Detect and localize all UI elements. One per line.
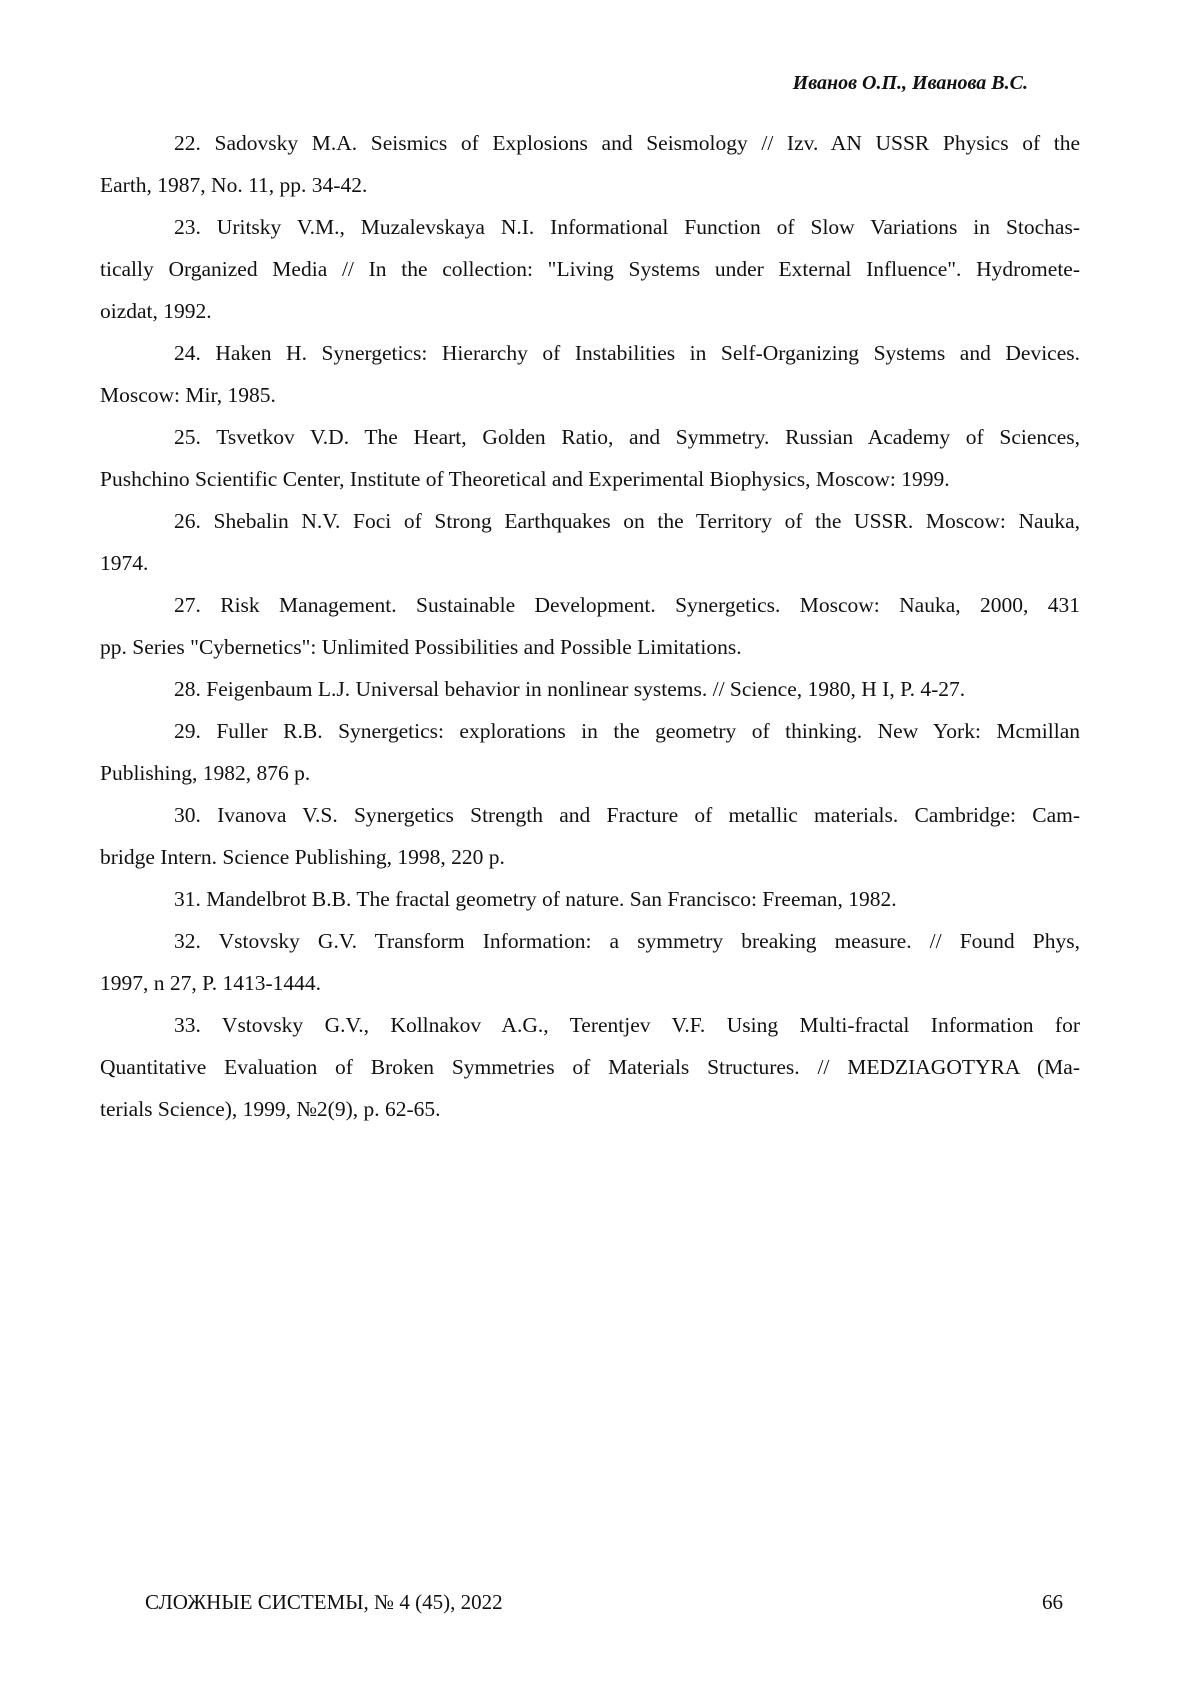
reference-line: oizdat, 1992.	[100, 290, 1080, 332]
reference-list	[100, 122, 1080, 1130]
reference-line: 25. Tsvetkov V.D. The Heart, Golden Ratio, and Symmetry. Russian Academy of Sciences,	[100, 416, 1080, 458]
reference-item	[100, 710, 1080, 794]
reference-line: 26. Shebalin N.V. Foci of Strong Earthquakes on the Territory of the USSR. Moscow: Nauka,	[100, 500, 1080, 542]
reference-item	[100, 584, 1080, 668]
reference-item	[100, 668, 1080, 710]
reference-item	[100, 500, 1080, 584]
reference-item	[100, 416, 1080, 500]
reference-line: 33. Vstovsky G.V., Kollnakov A.G., Terentjev V.F. Using Multi-fractal Information for	[100, 1004, 1080, 1046]
reference-item	[100, 794, 1080, 878]
reference-line: bridge Intern. Science Publishing, 1998, 220 p.	[100, 836, 1080, 878]
reference-line: tically Organized Media // In the collection: "Living Systems under External Influence". Hydromete-	[100, 248, 1080, 290]
reference-line: Quantitative Evaluation of Broken Symmetries of Materials Structures. // MEDZIAGOTYRA (Ma-	[100, 1046, 1080, 1088]
reference-item	[100, 1004, 1080, 1130]
reference-line: 28. Feigenbaum L.J. Universal behavior in nonlinear systems. // Science, 1980, H I, P. 4-27.	[100, 668, 1080, 710]
reference-item	[100, 122, 1080, 206]
journal-footer: СЛОЖНЫЕ СИСТЕМЫ, № 4 (45), 2022	[145, 1590, 503, 1615]
reference-item	[100, 206, 1080, 332]
reference-item	[100, 878, 1080, 920]
reference-line: pp. Series "Cybernetics": Unlimited Possibilities and Possible Limitations.	[100, 626, 1080, 668]
reference-line: 29. Fuller R.B. Synergetics: explorations in the geometry of thinking. New York: Mcmillan	[100, 710, 1080, 752]
reference-line: 24. Haken H. Synergetics: Hierarchy of Instabilities in Self-Organizing Systems and Devices.	[100, 332, 1080, 374]
reference-line: 27. Risk Management. Sustainable Development. Synergetics. Moscow: Nauka, 2000, 431	[100, 584, 1080, 626]
reference-line: 30. Ivanova V.S. Synergetics Strength and Fracture of metallic materials. Cambridge: Cam-	[100, 794, 1080, 836]
page-number: 66	[1042, 1590, 1063, 1615]
reference-line: 1997, n 27, P. 1413-1444.	[100, 962, 1080, 1004]
reference-line: 32. Vstovsky G.V. Transform Information: a symmetry breaking measure. // Found Phys,	[100, 920, 1080, 962]
reference-line: 31. Mandelbrot B.B. The fractal geometry of nature. San Francisco: Freeman, 1982.	[100, 878, 1080, 920]
reference-line: Moscow: Mir, 1985.	[100, 374, 1080, 416]
reference-line: Earth, 1987, No. 11, pp. 34-42.	[100, 164, 1080, 206]
reference-line: terials Science), 1999, №2(9), p. 62-65.	[100, 1088, 1080, 1130]
reference-item	[100, 332, 1080, 416]
reference-line: Publishing, 1982, 876 p.	[100, 752, 1080, 794]
reference-line: 23. Uritsky V.M., Muzalevskaya N.I. Informational Function of Slow Variations in Stochas-	[100, 206, 1080, 248]
reference-line: Pushchino Scientific Center, Institute of Theoretical and Experimental Biophysics, Moscow: 1999.	[100, 458, 1080, 500]
reference-item	[100, 920, 1080, 1004]
running-header-authors: Иванов О.П., Иванова В.С.	[793, 72, 1028, 95]
reference-line: 1974.	[100, 542, 1080, 584]
reference-line: 22. Sadovsky M.A. Seismics of Explosions and Seismology // Izv. AN USSR Physics of the	[100, 122, 1080, 164]
